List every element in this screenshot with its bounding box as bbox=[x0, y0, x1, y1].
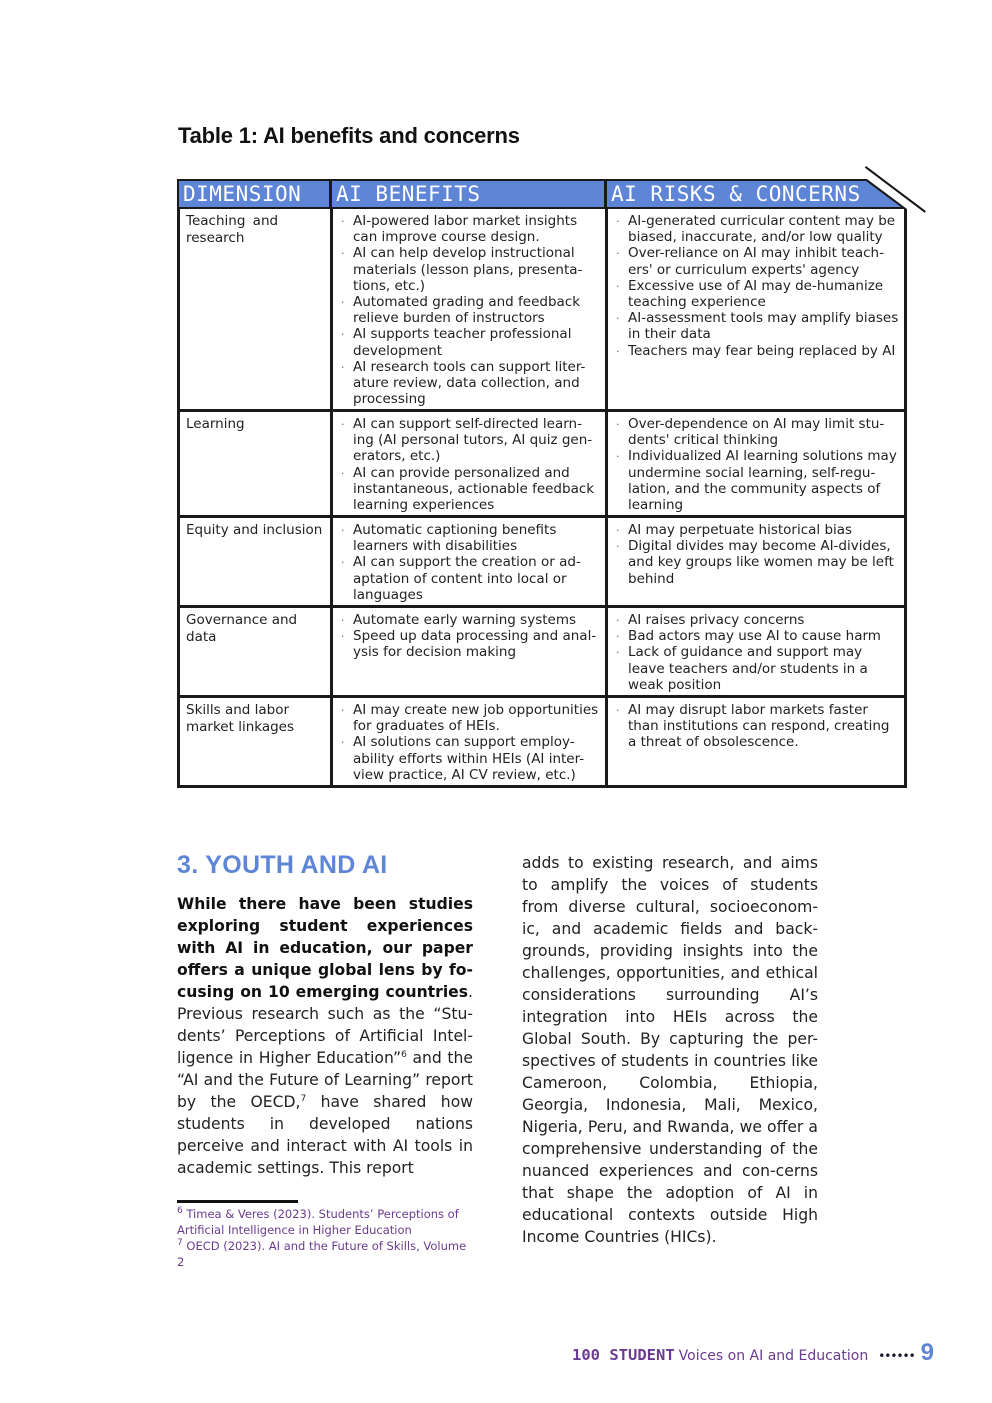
risk-item: . Teachers may fear being replaced by AI bbox=[614, 343, 900, 359]
benefits-cell bbox=[333, 209, 608, 409]
dots-divider-icon: •••••• bbox=[878, 1349, 915, 1363]
table-title: Table 1: AI benefits and concerns bbox=[178, 123, 520, 148]
benefit-item: . Speed up data processing and anal-ysis for decision making bbox=[339, 628, 601, 660]
table-row bbox=[180, 515, 904, 605]
risk-item: . Excessive use of AI may de-humanize teaching experience bbox=[614, 278, 900, 310]
body-column-right: adds to existing research, and aims to amplify the voices of students from diverse cultural, socioeconom-ic, and academic fields and back-grounds, providing insights into the challenges, opportunities, and ethical considerations surrounding AI’s integration into HEIs across the Global South. By capturing the per-spectives of students in countries like Cameroon, Colombia, Ethiopia, Georgia, Indonesia, Mali, Mexico, Nigeria, Peru, and Rwanda, we offer a comprehensive understanding of the nuanced experiences and con-cerns that shape the adoption of AI in educational contexts outside High Income Countries (HICs). bbox=[522, 854, 818, 1246]
risk-item: . AI raises privacy concerns bbox=[614, 612, 900, 628]
benefits-concerns-table bbox=[177, 179, 907, 788]
dimension-cell: Governance and data bbox=[180, 608, 333, 695]
benefits-cell bbox=[333, 608, 608, 695]
dimension-cell: Skills and labor market linkages bbox=[180, 698, 333, 785]
table-row bbox=[180, 695, 904, 785]
table-header bbox=[177, 179, 907, 209]
risk-item: . AI-assessment tools may amplify biases in their data bbox=[614, 310, 900, 342]
risk-item: . Over-reliance on AI may inhibit teach-ers' or curriculum experts' agency bbox=[614, 245, 900, 277]
dimension-cell: Equity and inclusion bbox=[180, 518, 333, 605]
risks-cell bbox=[608, 608, 904, 695]
page-footer bbox=[572, 1339, 934, 1367]
body-text: have shared how students in developed nations perceive and interact with AI tools in academic settings. This report bbox=[177, 1093, 473, 1177]
benefit-item: . AI can provide personalized and instantaneous, actionable feedback learning experiences bbox=[339, 465, 601, 514]
dimension-cell: Teaching and research bbox=[180, 209, 333, 409]
risks-cell bbox=[608, 518, 904, 605]
risk-item: . Individualized AI learning solutions may undermine social learning, self-regu-lation, and the community aspects of learning bbox=[614, 448, 900, 513]
benefit-item: . AI supports teacher professional development bbox=[339, 326, 601, 358]
risk-item: . Lack of guidance and support may leave teachers and/or students in a weak position bbox=[614, 644, 900, 693]
benefits-cell bbox=[333, 412, 608, 515]
risk-item: . AI may disrupt labor markets faster than institutions can respond, creating a threat of obsolescence. bbox=[614, 702, 900, 751]
header-dimension: DIMENSION bbox=[183, 182, 302, 206]
dimension-cell: Learning bbox=[180, 412, 333, 515]
footnote-divider bbox=[177, 1200, 298, 1203]
benefit-item: . AI solutions can support employ-ability efforts within HEIs (AI inter-view practice, AI CV review, etc.) bbox=[339, 734, 601, 783]
body-column-left: While there have been studies exploring student experiences with AI in education, our paper offers a unique global lens by fo-cusing on 10 emerging countries. Previous research such as the “Stu-dents’ Perceptions of Artificial Intel-ligence in Higher Education”$^6$ and the “AI and the Future of Learning” report by the OECD,$^7$ have shared how students in developed nations perceive and interact with AI tools in academic settings. This report bbox=[177, 895, 474, 1177]
risk-item: . AI-generated curricular content may be biased, inaccurate, and/or low quality bbox=[614, 213, 900, 245]
body-text: and the “AI and the Future of Learning” report by the OECD, bbox=[177, 1049, 474, 1111]
benefit-item: . AI-powered labor market insights can improve course design. bbox=[339, 213, 601, 245]
footer-brand-mono: 100 STUDENT bbox=[572, 1346, 675, 1364]
page-number: 9 bbox=[920, 1339, 935, 1366]
table-row bbox=[180, 209, 904, 409]
benefit-item: . Automated grading and feedback relieve burden of instructors bbox=[339, 294, 601, 326]
footnote-ref-7[interactable]: 7 bbox=[300, 1093, 307, 1104]
footnotes bbox=[177, 1206, 477, 1270]
section-title: 3. YOUTH AND AI bbox=[177, 851, 388, 879]
benefit-item: . AI can support self-directed learn-ing (AI personal tutors, AI quiz gen-erators, etc.) bbox=[339, 416, 601, 465]
table-body bbox=[177, 209, 907, 788]
table-row bbox=[180, 409, 904, 515]
footnote-6: $^6$ Timea & Veres (2023). Students’ Perceptions of Artificial Intelligence in Higher Education bbox=[177, 1206, 459, 1237]
risk-item: . Over-dependence on AI may limit stu-dents' critical thinking bbox=[614, 416, 900, 448]
table-row bbox=[180, 605, 904, 695]
header-ai-risks: AI RISKS & CONCERNS bbox=[611, 182, 861, 206]
benefit-item: . Automate early warning systems bbox=[339, 612, 601, 628]
risks-cell bbox=[608, 698, 904, 785]
risks-cell bbox=[608, 209, 904, 409]
lead-bold-text: While there have been studies exploring student experiences with AI in education, our paper offers a unique global lens by fo-cusing on 10 emerging countries bbox=[177, 895, 473, 1001]
header-ai-benefits: AI BENEFITS bbox=[336, 182, 481, 206]
benefits-cell bbox=[333, 698, 608, 785]
footnote-ref-6[interactable]: 6 bbox=[401, 1049, 407, 1060]
footnote-7: $^7$ OECD (2023). AI and the Future of Skills, Volume 2 bbox=[177, 1238, 467, 1269]
benefit-item: . AI may create new job opportunities for graduates of HEIs. bbox=[339, 702, 601, 734]
risk-item: . AI may perpetuate historical bias bbox=[614, 522, 900, 538]
benefit-item: . AI can help develop instructional materials (lesson plans, presenta-tions, etc.) bbox=[339, 245, 601, 294]
body-text: Previous research such as the “Stu-dents’ Perceptions of Artificial Intel-ligence in Higher Education” bbox=[177, 1005, 473, 1067]
benefit-item: . Automatic captioning benefits learners with disabilities bbox=[339, 522, 601, 554]
risks-cell bbox=[608, 412, 904, 515]
risk-item: . Digital divides may become AI-divides, and key groups like women may be left behind bbox=[614, 538, 900, 587]
benefit-item: . AI research tools can support liter-ature review, data collection, and processing bbox=[339, 359, 601, 408]
risk-item: . Bad actors may use AI to cause harm bbox=[614, 628, 900, 644]
benefit-item: . AI can support the creation or ad-aptation of content into local or languages bbox=[339, 554, 601, 603]
benefits-cell bbox=[333, 518, 608, 605]
footer-brand-text: Voices on AI and Education bbox=[678, 1348, 869, 1364]
